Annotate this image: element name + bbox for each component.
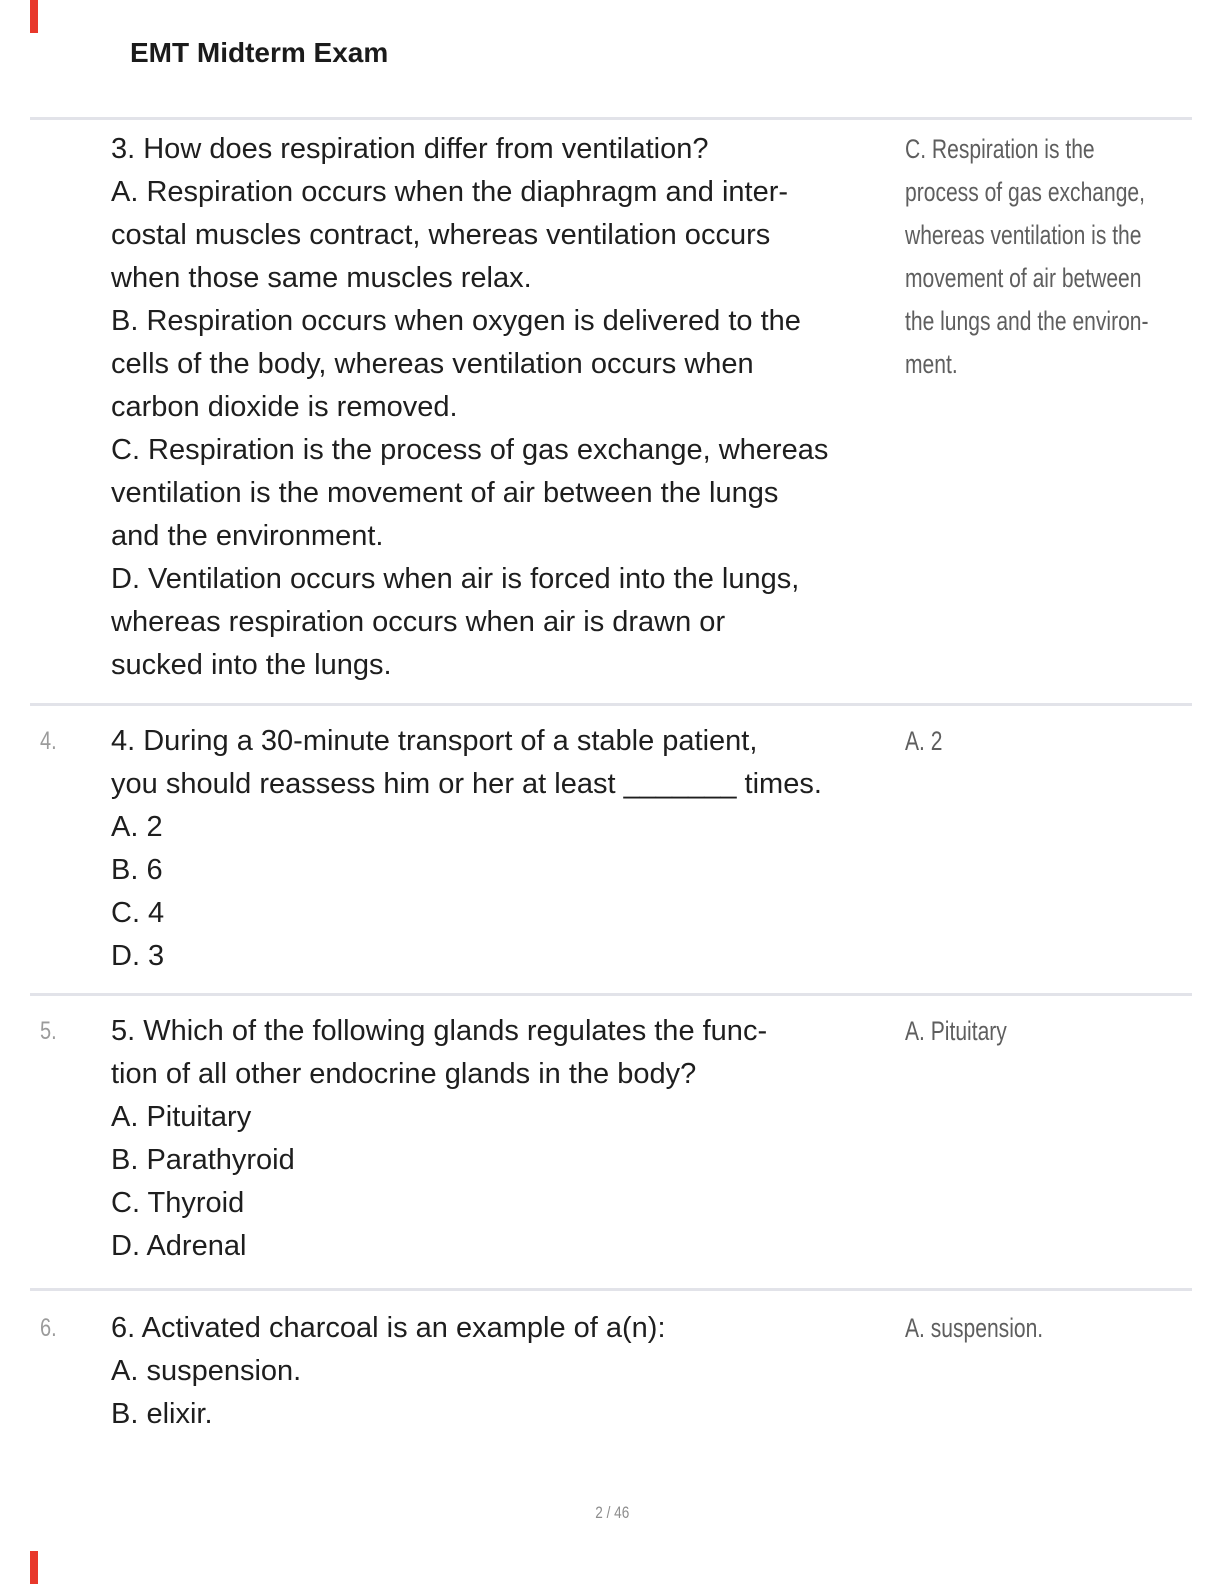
scroll-continuation-marker-bottom — [30, 1551, 38, 1584]
text-line: when those same muscles relax. — [111, 262, 532, 294]
question-gutter — [30, 720, 111, 978]
text-line: D. 3 — [111, 940, 165, 972]
question-text — [111, 128, 905, 687]
text-line: tion of all other endocrine glands in the body? — [111, 1058, 697, 1090]
text-line: A. suspension. — [111, 1355, 302, 1387]
question-gutter — [30, 1010, 111, 1268]
answer-line: A. 2 — [905, 726, 943, 756]
text-line: D. Adrenal — [111, 1230, 247, 1262]
question-row-3 — [30, 117, 1192, 703]
text-line: you should reassess him or her at least _______ times. — [111, 768, 822, 800]
page-indicator — [0, 1503, 1224, 1523]
question-row-5 — [30, 993, 1192, 1288]
answer-line: A. Pituitary — [905, 1016, 1007, 1046]
text-line: 4. During a 30-minute transport of a stable patient, — [111, 725, 758, 757]
answer-text — [905, 128, 1149, 687]
text-line: B. 6 — [111, 854, 163, 886]
question-text — [111, 720, 905, 978]
text-line: B. Respiration occurs when oxygen is delivered to the — [111, 305, 801, 337]
answer-line: movement of air between — [905, 263, 1142, 293]
question-number: 6. — [40, 1314, 57, 1342]
answer-line: ment. — [905, 349, 958, 379]
text-line: sucked into the lungs. — [111, 649, 392, 681]
answer-line: the lungs and the environ- — [905, 306, 1149, 336]
text-line: D. Ventilation occurs when air is forced into the lungs, — [111, 563, 800, 595]
page-title: EMT Midterm Exam — [130, 37, 389, 68]
question-row-4 — [30, 703, 1192, 993]
answer-line: C. Respiration is the — [905, 134, 1095, 164]
text-line: whereas respiration occurs when air is drawn or — [111, 606, 726, 638]
text-line: ventilation is the movement of air between the lungs — [111, 477, 779, 509]
scroll-continuation-marker-top — [30, 0, 38, 33]
answer-line: A. suspension. — [905, 1313, 1044, 1343]
page-indicator-text: 2 / 46 — [594, 1503, 630, 1522]
text-line: B. Parathyroid — [111, 1144, 295, 1176]
text-line: B. elixir. — [111, 1398, 213, 1430]
text-line: A. Pituitary — [111, 1101, 252, 1133]
question-text — [111, 1010, 905, 1268]
text-line: C. 4 — [111, 897, 165, 929]
text-line: C. Respiration is the process of gas exchange, whereas — [111, 434, 829, 466]
question-number: 5. — [40, 1017, 57, 1045]
text-line: 6. Activated charcoal is an example of a(n): — [111, 1312, 666, 1344]
question-gutter — [30, 128, 111, 687]
answer-text — [905, 1010, 1129, 1268]
answer-text — [905, 1307, 1129, 1436]
text-line: 5. Which of the following glands regulates the func- — [111, 1015, 768, 1047]
text-line: costal muscles contract, whereas ventilation occurs — [111, 219, 771, 251]
text-line: C. Thyroid — [111, 1187, 245, 1219]
question-number: 4. — [40, 727, 57, 755]
text-line: A. Respiration occurs when the diaphragm and inter- — [111, 176, 789, 208]
question-gutter — [30, 1307, 111, 1436]
answer-line: process of gas exchange, — [905, 177, 1146, 207]
answer-text — [905, 720, 1129, 978]
text-line: A. 2 — [111, 811, 163, 843]
text-line: carbon dioxide is removed. — [111, 391, 458, 423]
question-text — [111, 1307, 905, 1436]
answer-line: whereas ventilation is the — [905, 220, 1142, 250]
text-line: 3. How does respiration differ from ventilation? — [111, 133, 709, 165]
text-line: and the environment. — [111, 520, 384, 552]
question-row-6 — [30, 1288, 1192, 1436]
text-line: cells of the body, whereas ventilation occurs when — [111, 348, 754, 380]
